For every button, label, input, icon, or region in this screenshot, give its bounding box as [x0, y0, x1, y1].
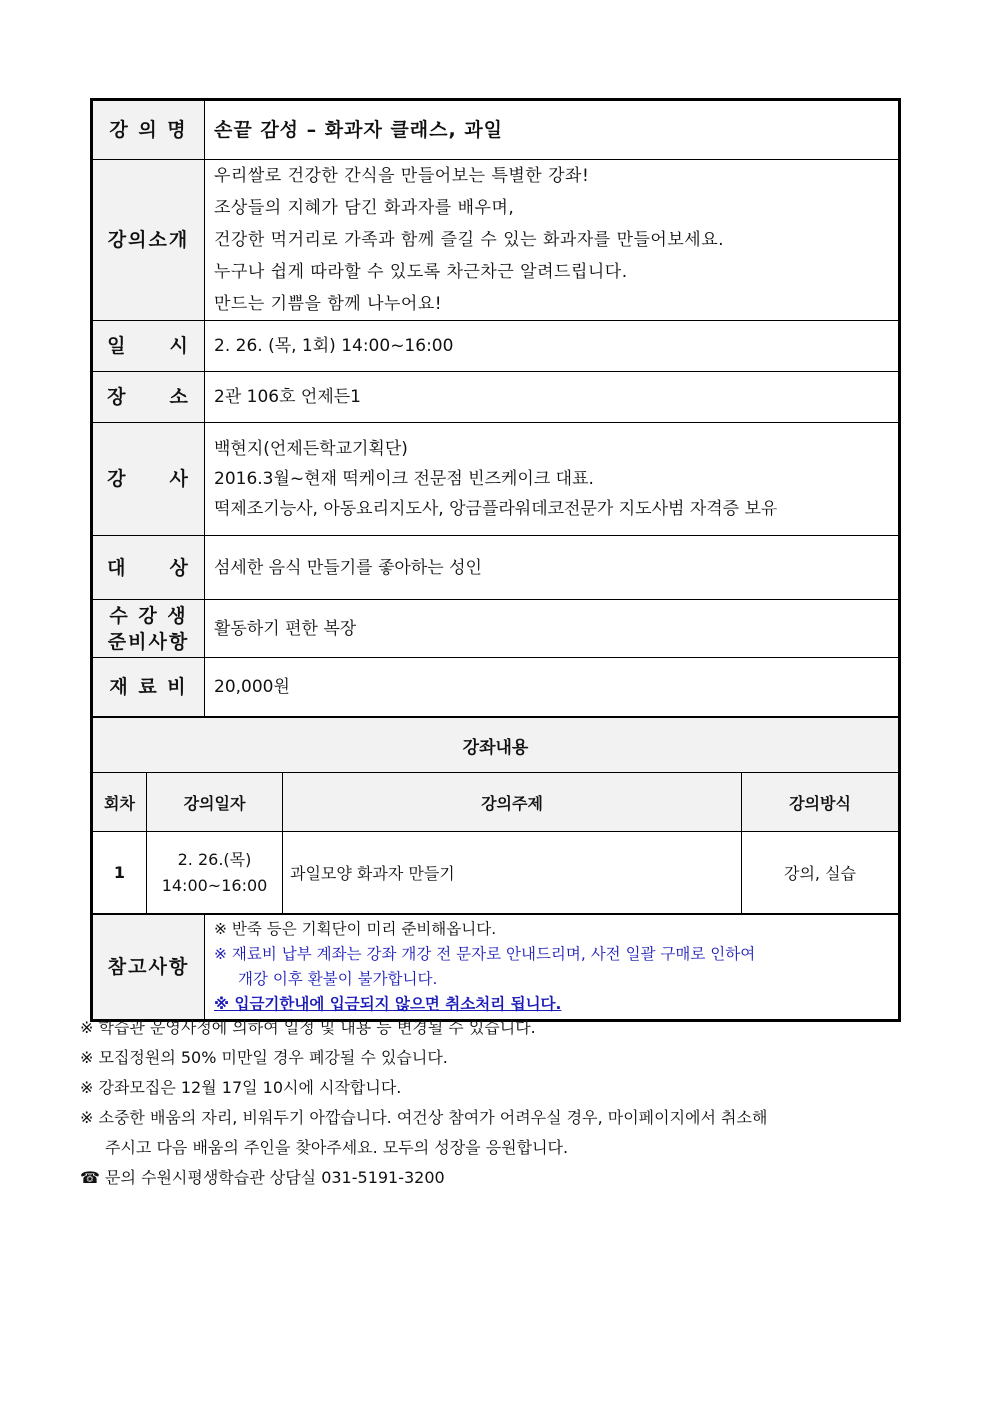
row-target — [93, 536, 899, 600]
instructor-info — [205, 423, 899, 536]
intro-line: 만드는 기쁨을 함께 나누어요! — [214, 294, 443, 314]
footer-line: ※ 소중한 배움의 자리, 비워두기 아깝습니다. 여건상 참여가 어려우실 경우, 마이페이지에서 취소해 — [80, 1108, 768, 1127]
footer-line: ※ 모집정원의 50% 미만일 경우 폐강될 수 있습니다. — [80, 1048, 448, 1067]
course-fee: 20,000원 — [205, 658, 899, 717]
header-session: 회차 — [93, 773, 147, 832]
note-line: ※ 반죽 등은 기획단이 미리 준비해옵니다. — [214, 920, 497, 938]
session-number: 1 — [93, 832, 147, 914]
intro-label: 강의소개 — [93, 160, 205, 321]
note-line-refund-cont: 개강 이후 환불이 불가합니다. — [238, 970, 438, 988]
row-instructor — [93, 423, 899, 536]
note-line-refund: ※ 재료비 납부 계좌는 강좌 개강 전 문자로 안내드리며, 사전 일괄 구매로 인하여 — [214, 945, 756, 963]
header-method: 강의방식 — [742, 773, 899, 832]
contact-line: ☎ 문의 수원시평생학습관 상담실 031-5191-3200 — [80, 1168, 445, 1187]
row-notes — [93, 915, 899, 1020]
course-place: 2관 106호 언제든1 — [205, 372, 899, 423]
notes-content — [205, 915, 899, 1020]
intro-line: 조상들의 지혜가 담긴 화과자를 배우며, — [214, 198, 515, 218]
fee-label: 재 료 비 — [93, 658, 205, 717]
instructor-label: 강 사 — [93, 423, 205, 536]
row-title — [93, 101, 899, 160]
place-label: 장 소 — [93, 372, 205, 423]
schedule-header-row — [93, 773, 899, 832]
preparation-label-line: 준비사항 — [107, 630, 190, 653]
footer-line: ※ 학습관 운영사정에 의하여 일정 및 내용 등 변경될 수 있습니다. — [80, 1018, 536, 1037]
date-label: 일 시 — [93, 321, 205, 372]
note-line-cancel: ※ 입금기한내에 입금되지 않으면 취소처리 됩니다. — [214, 995, 562, 1013]
course-title: 손끝 감성 – 화과자 클래스, 과일 — [205, 101, 899, 160]
footer-line: ※ 강좌모집은 12월 17일 10시에 시작합니다. — [80, 1078, 402, 1097]
footer-notes — [80, 1013, 920, 1193]
row-intro — [93, 160, 899, 321]
row-place — [93, 372, 899, 423]
preparation-label-line: 수 강 생 — [109, 604, 188, 627]
course-preparation: 활동하기 편한 복장 — [205, 600, 899, 658]
session-date-time: 14:00~16:00 — [161, 875, 268, 895]
course-date: 2. 26. (목, 1회) 14:00~16:00 — [205, 321, 899, 372]
row-section-title — [93, 718, 899, 773]
instructor-line: 2016.3월~현재 떡케이크 전문점 빈즈케이크 대표. — [214, 469, 594, 489]
session-topic: 과일모양 화과자 만들기 — [283, 832, 742, 914]
session-date-day: 2. 26.(목) — [177, 849, 252, 869]
course-target: 섬세한 음식 만들기를 좋아하는 성인 — [205, 536, 899, 600]
header-topic: 강의주제 — [283, 773, 742, 832]
row-preparation — [93, 600, 899, 658]
header-date: 강의일자 — [147, 773, 283, 832]
intro-line: 건강한 먹거리로 가족과 함께 즐길 수 있는 화과자를 만들어보세요. — [214, 230, 725, 250]
instructor-line: 떡제조기능사, 아동요리지도사, 앙금플라워데코전문가 지도사범 자격증 보유 — [214, 499, 778, 519]
section-title: 강좌내용 — [93, 718, 899, 773]
course-info-table — [90, 98, 901, 1022]
notes-table — [92, 914, 899, 1020]
footer-line: 주시고 다음 배움의 주인을 찾아주세요. 모두의 성장을 응원합니다. — [105, 1138, 569, 1157]
intro-text — [205, 160, 899, 321]
intro-line: 누구나 쉽게 따라할 수 있도록 차근차근 알려드립니다. — [214, 262, 628, 282]
session-method: 강의, 실습 — [742, 832, 899, 914]
preparation-label — [93, 600, 205, 658]
table-row — [93, 832, 899, 914]
target-label: 대 상 — [93, 536, 205, 600]
row-date — [93, 321, 899, 372]
title-label: 강 의 명 — [93, 101, 205, 160]
intro-line: 우리쌀로 건강한 간식을 만들어보는 특별한 강좌! — [214, 166, 590, 186]
notes-label: 참고사항 — [93, 915, 205, 1020]
instructor-line: 백현지(언제든학교기획단) — [214, 439, 408, 459]
row-fee — [93, 658, 899, 717]
schedule-table — [92, 717, 899, 914]
course-table — [92, 100, 899, 717]
session-date — [147, 832, 283, 914]
